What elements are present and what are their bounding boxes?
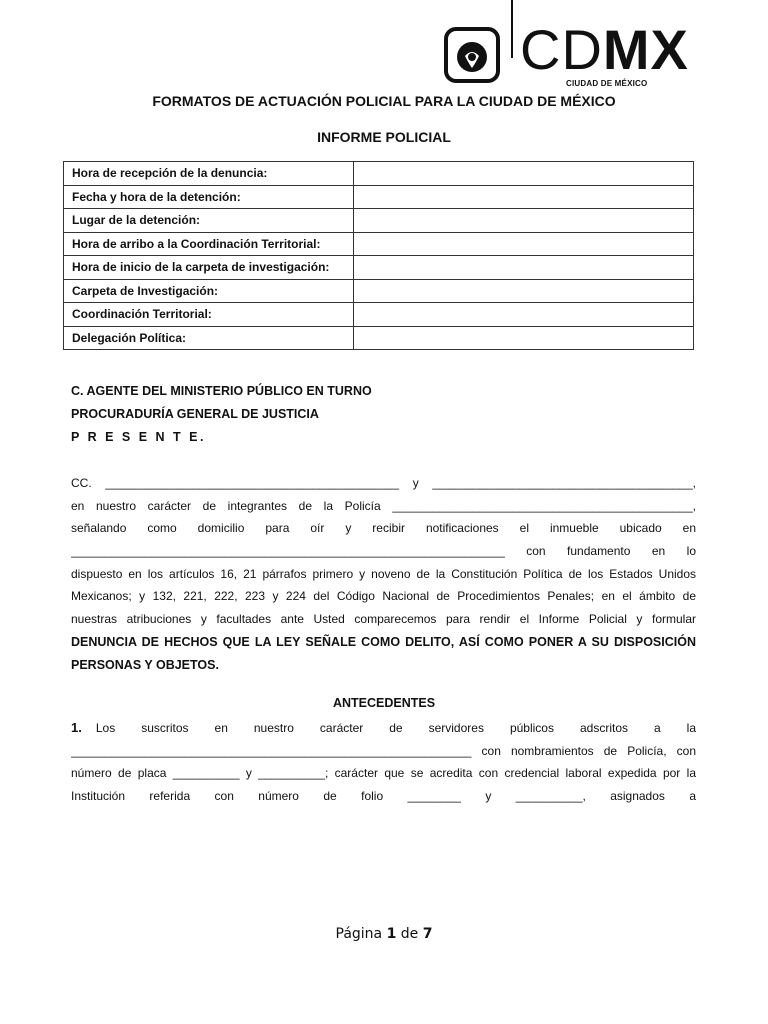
field-value[interactable] bbox=[354, 326, 694, 350]
table-row bbox=[64, 232, 694, 256]
paragraph-line: dispuesto en los artículos 16, 21 párrafos primero y noveno de la Constitución Política de los Estados Unidos bbox=[71, 566, 696, 581]
field-label: Hora de inicio de la carpeta de investigación: bbox=[64, 256, 354, 280]
cdmx-logo-text bbox=[520, 20, 689, 80]
field-label: Fecha y hora de la detención: bbox=[64, 185, 354, 209]
field-value[interactable] bbox=[354, 279, 694, 303]
footer-middle: de bbox=[396, 926, 423, 942]
paragraph-line: DENUNCIA DE HECHOS QUE LA LEY SEÑALE COMO DELITO, ASÍ COMO PONER A SU DISPOSICIÓN bbox=[71, 634, 696, 649]
field-label: Delegación Política: bbox=[64, 326, 354, 350]
field-label: Lugar de la detención: bbox=[64, 209, 354, 233]
document-subtitle: INFORME POLICIAL bbox=[317, 129, 451, 145]
paragraph-line: Mexicanos; y 132, 221, 222, 223 y 224 del Código Nacional de Procedimientos Penales; en el ámbito de bbox=[71, 589, 696, 604]
table-row bbox=[64, 303, 694, 327]
table-row bbox=[64, 209, 694, 233]
logo-subtitle: CIUDAD DE MÉXICO bbox=[566, 79, 648, 88]
paragraph-line: número de placa __________ y __________; carácter que se acredita con credencial laboral expedida por la bbox=[71, 766, 696, 781]
field-label: Coordinación Territorial: bbox=[64, 303, 354, 327]
paragraph-line: Institución referida con número de folio ________ y __________, asignados a bbox=[71, 789, 696, 804]
paragraph-text: Los suscritos en nuestro carácter de servidores públicos adscritos a la bbox=[95, 721, 696, 735]
table-row bbox=[64, 185, 694, 209]
table-row bbox=[64, 256, 694, 280]
field-value[interactable] bbox=[354, 303, 694, 327]
logo-text-bold: MX bbox=[602, 18, 689, 81]
field-value[interactable] bbox=[354, 162, 694, 186]
antecedentes-paragraph bbox=[71, 717, 696, 808]
document-title: FORMATOS DE ACTUACIÓN POLICIAL PARA LA CIUDAD DE MÉXICO bbox=[152, 93, 616, 109]
table-row bbox=[64, 162, 694, 186]
paragraph-line: nuestras atribuciones y facultades ante Usted comparecemos para rendir el Informe Policial y formular bbox=[71, 612, 696, 627]
addressee-line: P R E S E N T E. bbox=[71, 430, 206, 444]
field-label: Carpeta de Investigación: bbox=[64, 279, 354, 303]
logo-text-light: CD bbox=[520, 18, 603, 81]
paragraph-line: CC. ____________________________________________ y _______________________________________, bbox=[71, 476, 696, 490]
field-label: Hora de arribo a la Coordinación Territorial: bbox=[64, 232, 354, 256]
paragraph-line bbox=[71, 717, 696, 740]
logo-divider bbox=[511, 0, 513, 58]
field-label: Hora de recepción de la denuncia: bbox=[64, 162, 354, 186]
field-value[interactable] bbox=[354, 209, 694, 233]
page-number: 1 bbox=[386, 926, 397, 942]
field-value[interactable] bbox=[354, 232, 694, 256]
cdmx-emblem bbox=[444, 27, 500, 83]
table-row bbox=[64, 279, 694, 303]
addressee-line: PROCURADURÍA GENERAL DE JUSTICIA bbox=[71, 407, 319, 421]
body-paragraph bbox=[71, 472, 696, 676]
field-value[interactable] bbox=[354, 256, 694, 280]
page-footer bbox=[0, 926, 768, 942]
paragraph-line: _________________________________________________________________ con fundamento en lo bbox=[71, 544, 696, 559]
page-total: 7 bbox=[422, 926, 433, 942]
paragraph-line: señalando como domicilio para oír y recibir notificaciones el inmueble ubicado en bbox=[71, 521, 696, 536]
paragraph-line: en nuestro carácter de integrantes de la Policía _____________________________________________, bbox=[71, 498, 696, 513]
eagle-emblem-icon bbox=[451, 34, 493, 76]
field-value[interactable] bbox=[354, 185, 694, 209]
section-title: ANTECEDENTES bbox=[332, 696, 436, 710]
table-row bbox=[64, 326, 694, 350]
report-fields-table bbox=[63, 161, 694, 350]
paragraph-line: PERSONAS Y OBJETOS. bbox=[71, 657, 219, 672]
addressee-line: C. AGENTE DEL MINISTERIO PÚBLICO EN TURNO bbox=[71, 384, 372, 398]
footer-prefix: Página bbox=[335, 926, 387, 942]
item-number: 1. bbox=[71, 720, 82, 735]
paragraph-line: ____________________________________________________________ con nombramientos de Policía, con bbox=[71, 743, 696, 758]
